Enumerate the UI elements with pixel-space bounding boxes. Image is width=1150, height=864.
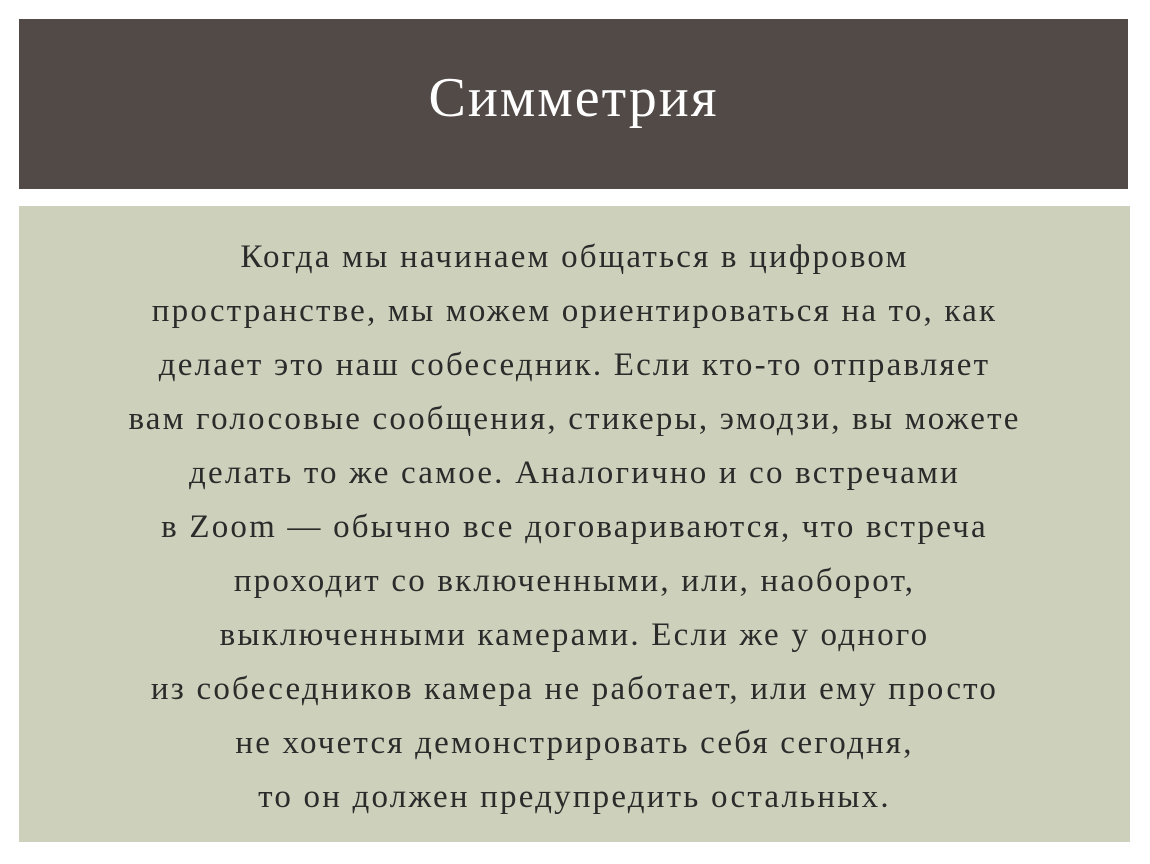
body-line: делать то же самое. Аналогично и со встречами <box>189 455 960 491</box>
body-line: проходит со включенными, или, наоборот, <box>233 563 916 599</box>
content-box <box>19 206 1130 842</box>
body-text <box>19 230 1130 824</box>
body-line: не хочется демонстрировать себя сегодня, <box>235 725 914 761</box>
title-bar <box>19 19 1128 189</box>
body-line: пространстве, мы можем ориентироваться на то, как <box>151 293 998 329</box>
body-line: то он должен предупредить остальных. <box>258 779 891 815</box>
body-line: Когда мы начинаем общаться в цифровом <box>240 239 909 275</box>
body-line: вам голосовые сообщения, стикеры, эмодзи, вы можете <box>128 401 1021 437</box>
slide-title: Симметрия <box>428 67 719 129</box>
body-line: делает это наш собеседник. Если кто-то отправляет <box>158 347 991 383</box>
body-line: в Zoom — обычно все договариваются, что встреча <box>161 509 988 545</box>
body-line: выключенными камерами. Если же у одного <box>219 617 930 653</box>
body-line: из собеседников камера не работает, или ему просто <box>150 671 999 707</box>
